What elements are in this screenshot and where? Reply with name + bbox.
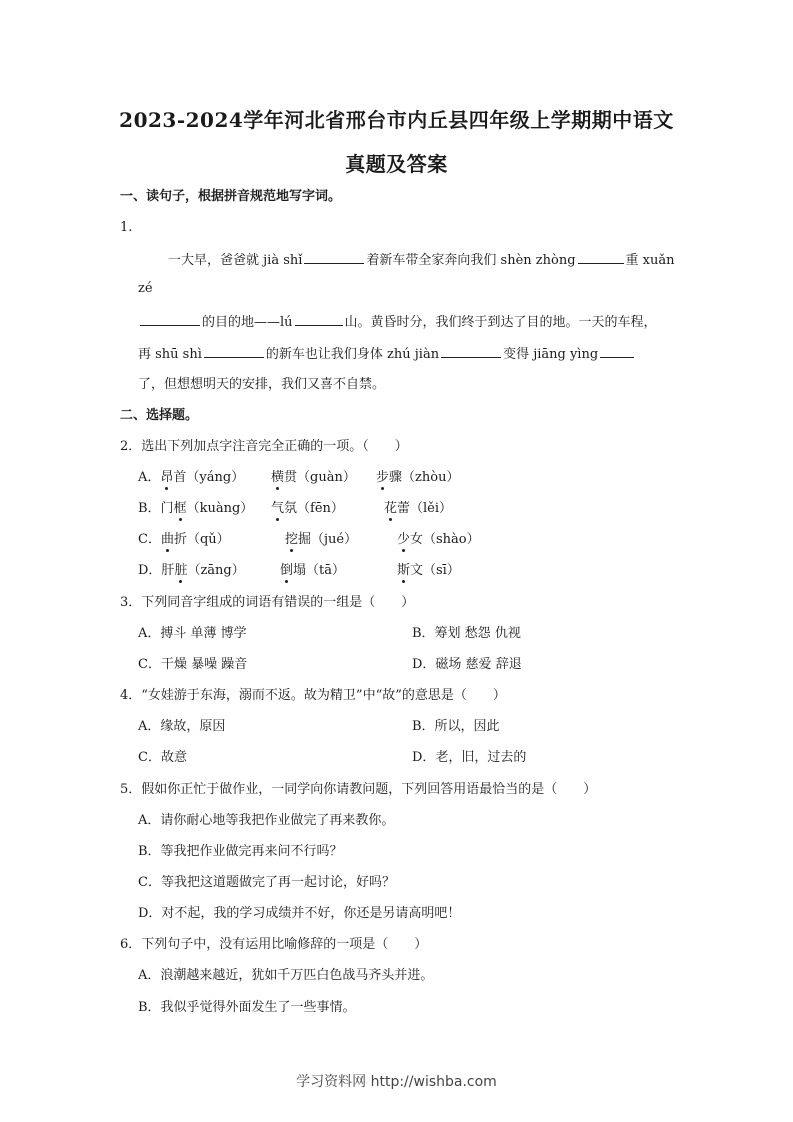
answer-blank[interactable] <box>295 313 343 326</box>
q3-option-a[interactable]: A．搏斗 单薄 博学 <box>138 626 247 641</box>
q6-option-a[interactable]: A．浪潮越来越近，犹如千万匹白色战马齐头并进。 <box>138 968 434 983</box>
q2-option-d-item2: 倒塌（tā） <box>280 563 345 578</box>
page-subtitle: 真题及答案 <box>345 152 448 176</box>
q2-option-c-item2: 挖掘（jué） <box>285 532 358 547</box>
q1-text: 着新车带全家奔向我们 shèn zhòng <box>366 253 576 268</box>
dotted-char: 少 <box>397 532 411 547</box>
q5-stem: 5．假如你正忙于做作业，一同学向你请教问题，下列回答用语最恰当的是（ ） <box>120 782 597 797</box>
section2-heading: 二、选择题。 <box>120 408 199 423</box>
q1-text: zé <box>138 281 153 296</box>
answer-blank[interactable] <box>304 251 364 264</box>
q1-text: 的目的地——lú <box>202 315 293 330</box>
q2-option-b-item3: 花蕾（lěi） <box>384 501 453 516</box>
q2-stem: 2．选出下列加点字注音完全正确的一项。（ ） <box>120 439 408 454</box>
answer-blank[interactable] <box>140 313 200 326</box>
q5-option-d[interactable]: D．对不起，我的学习成绩并不好，你还是另请高明吧！ <box>138 906 461 921</box>
q2-option-d-item3: 斯文（sī） <box>397 563 460 578</box>
q1-paragraph-line4 <box>138 345 636 363</box>
q5-option-b[interactable]: B．等我把作业做完再来问不行吗？ <box>138 844 343 859</box>
dotted-char: 花 <box>384 501 398 516</box>
dotted-char: 脏 <box>174 563 188 578</box>
q5-option-c[interactable]: C．等我把这道题做完了再一起讨论，好吗？ <box>138 875 395 890</box>
q2-option-c-item3: 少女（shào） <box>397 532 480 547</box>
q1-text: 变得 jiāng yìng <box>503 347 599 362</box>
q3-stem: 3．下列同音字组成的词语有错误的一组是（ ） <box>120 595 415 610</box>
q2-option-d[interactable]: D．肝脏（zāng） <box>138 563 245 578</box>
q2-option-c[interactable]: C．曲折（qǔ） <box>138 532 230 547</box>
q3-option-d[interactable]: D．磁场 慈爱 辞退 <box>412 657 522 672</box>
q2-option-a[interactable]: A．昂首（yáng） <box>138 470 245 485</box>
answer-blank[interactable] <box>441 345 501 358</box>
page-footer: 学习资料网 http://wishba.com <box>296 1074 497 1090</box>
section1-heading: 一、读句子，根据拼音规范地写字词。 <box>120 189 342 204</box>
q1-text: 山。黄昏时分，我们终于到达了目的地。一天的车程， <box>344 315 657 330</box>
answer-blank[interactable] <box>578 251 624 264</box>
q1-text: 了，但想想明天的安排，我们又喜不自禁。 <box>138 377 386 392</box>
dotted-char: 框 <box>173 501 187 516</box>
q3-option-b[interactable]: B．筹划 愁怨 仇视 <box>412 626 521 641</box>
answer-blank[interactable] <box>600 345 634 358</box>
q2-option-a-item2: 横贯（guàn） <box>271 470 356 485</box>
q5-option-a[interactable]: A．请你耐心地等我把作业做完了再来教你。 <box>138 813 395 828</box>
q1-paragraph-line3 <box>138 313 657 331</box>
q3-option-c[interactable]: C．干燥 暴噪 躁音 <box>138 657 248 672</box>
dotted-char: 横 <box>271 470 285 485</box>
q1-text: 的新车也让我们身体 zhú jiàn <box>265 347 440 362</box>
q6-option-b[interactable]: B．我似乎觉得外面发生了一些事情。 <box>138 1000 356 1015</box>
q2-option-b[interactable]: B．门框（kuàng） <box>138 501 254 516</box>
dotted-char: 步 <box>376 470 390 485</box>
q1-number: 1. <box>120 220 133 235</box>
q4-option-a[interactable]: A．缘故，原因 <box>138 719 226 734</box>
q1-paragraph-line1 <box>168 251 675 269</box>
dotted-char: 倒 <box>280 563 294 578</box>
q2-option-b-item2: 气氛（fēn） <box>271 501 344 516</box>
q4-stem: 4．“女娃游于东海，溺而不返。故为精卫”中“故”的意思是（ ） <box>120 688 506 703</box>
q6-stem: 6．下列句子中，没有运用比喻修辞的一项是（ ） <box>120 937 428 952</box>
q4-option-b[interactable]: B．所以，因此 <box>412 719 500 734</box>
dotted-char: 昂 <box>160 470 174 485</box>
page-title: 2023-2024学年河北省邢台市内丘县四年级上学期期中语文 <box>119 108 674 132</box>
q1-text: 再 shū shì <box>138 347 202 362</box>
dotted-char: 曲 <box>160 532 174 547</box>
q4-option-d[interactable]: D．老，旧，过去的 <box>412 750 527 765</box>
q4-option-c[interactable]: C．故意 <box>138 750 187 765</box>
q2-option-a-item3: 步骤（zhòu） <box>376 470 460 485</box>
dotted-char: 斯 <box>397 563 411 578</box>
dotted-char: 气 <box>271 501 285 516</box>
q1-text: 重 xuǎn <box>625 253 675 268</box>
answer-blank[interactable] <box>204 345 264 358</box>
q1-text: 一大早，爸爸就 jià shǐ <box>168 253 303 268</box>
dotted-char: 挖 <box>285 532 299 547</box>
